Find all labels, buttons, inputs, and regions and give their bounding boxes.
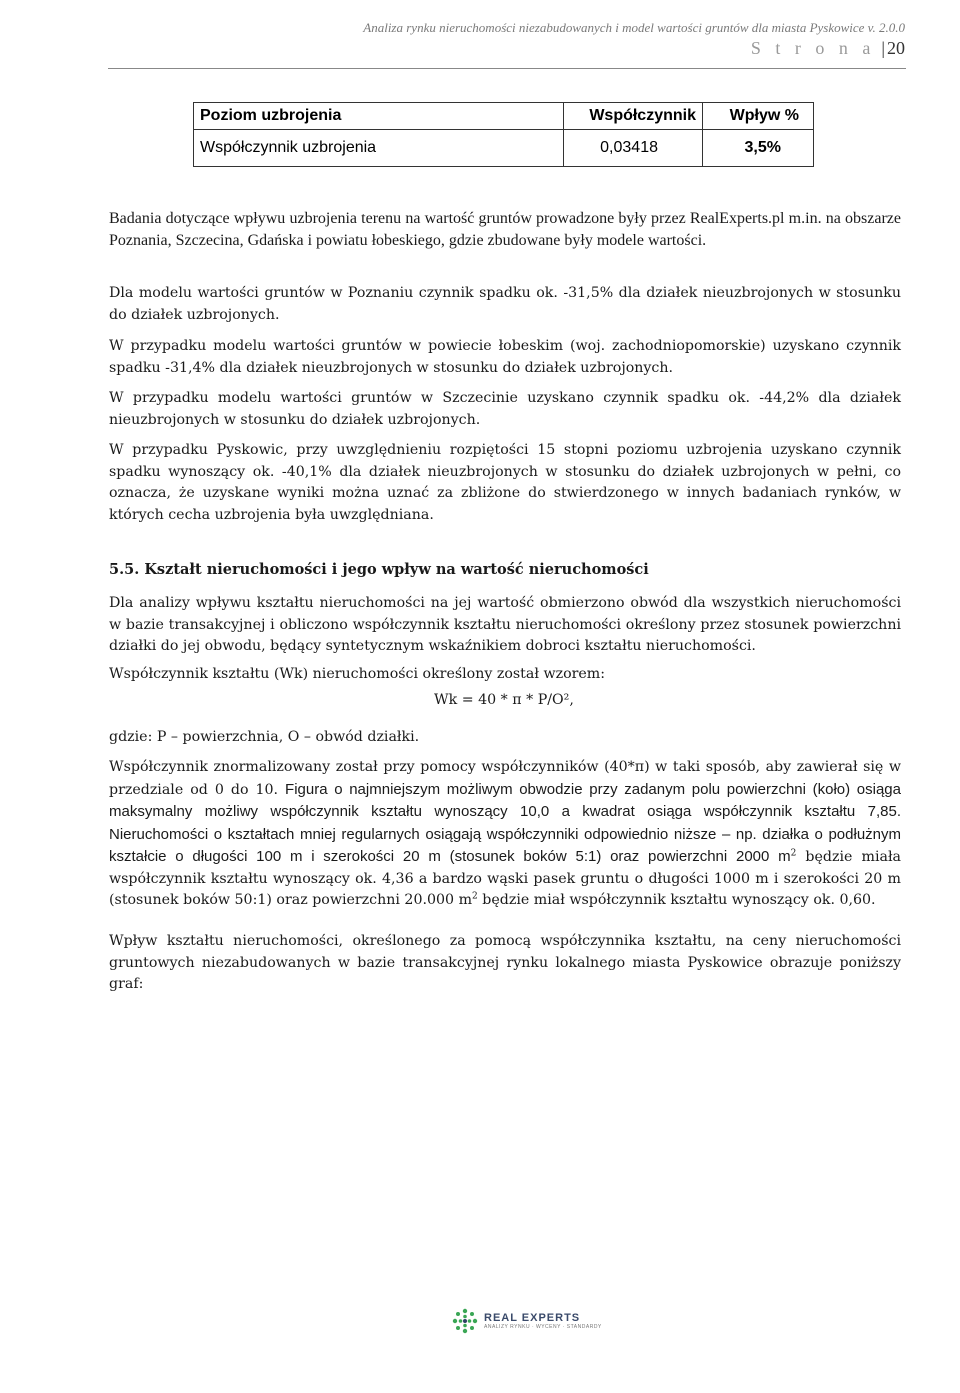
table-cell: 3,5%	[703, 130, 814, 167]
table-row	[194, 130, 814, 167]
brand-block	[484, 1312, 602, 1330]
superscript: 2	[472, 891, 478, 902]
table-header-cell: Wpływ %	[703, 103, 814, 130]
header-divider	[108, 68, 906, 69]
paragraph: Badania dotyczące wpływu uzbrojenia terenu na wartość gruntów prowadzone były przez RealExperts.pl m.in. na obszarze Poznania, Szczecina, Gdańska i powiatu łobeskiego, gdzie zbudowane były modele wartości.	[109, 210, 901, 249]
table-header-cell: Współczynnik	[564, 103, 703, 130]
brand-name: REAL EXPERTS	[484, 1312, 581, 1324]
coefficient-table	[193, 102, 814, 167]
paragraph: W przypadku Pyskowic, przy uwzględnieniu rozpiętości 15 stopni poziomu uzbrojenia uzyskano czynnik spadku wynoszący ok. -40,1% dla działek nieuzbrojonych w stosunku do działek uzbrojonych w pełni, co oznacza, że uzyskane wyniki można uznać za zbliżone do stwierdzonego w innych badaniach rynków, w których cecha uzbrojenia była uwzględniana.	[109, 442, 901, 523]
table-header-cell: Poziom uzbrojenia	[194, 103, 564, 130]
text-segment: Figura o najmniejszym możliwym obwodzie przy zadanym polu powierzchni (koło) osiąga maksymalny możliwy współczynnik kształtu wynoszący 10,0 a kwadrat osiąga współczynnik kształtu 7,85. Nieruchomości o kształtach mniej regularnych osiągają współczynniki odpowiednio niższe – np. działka o podłużnym kształcie o długości 100 m i szerokości 20 m (stosunek boków 5:1) oraz powierzchni 2000 m	[109, 780, 901, 865]
text-segment: Współczynnik znormalizowany został przy pomocy współczynników (40*π) w taki sposób, aby zawierał się w przedziale od 0 do 10.	[109, 759, 901, 798]
paragraph	[109, 757, 901, 912]
table-header-row	[194, 103, 814, 130]
paragraph: Wpływ kształtu nieruchomości, określonego za pomocą współczynnika kształtu, na ceny nieruchomości gruntowych niezabudowanych w bazie transakcyjnej rynku lokalnego miasta Pyskowice obrazuje poniższy graf:	[109, 933, 901, 992]
paragraph: W przypadku modelu wartości gruntów w Szczecinie uzyskano czynnik spadku ok. -44,2% dla działek nieuzbrojonych w stosunku do działek uzbrojonych.	[109, 390, 901, 428]
paragraph: Współczynnik kształtu (Wk) nieruchomości określony został wzorem:	[109, 666, 606, 682]
formula-legend: gdzie: P – powierzchnia, O – obwód działki.	[109, 729, 420, 745]
header-title: Analiza rynku nieruchomości niezabudowanych i model wartości gruntów dla miasta Pyskowice v. 2.0.0	[363, 20, 905, 35]
paragraph: Dla analizy wpływu kształtu nieruchomości na jej wartość obmierzono obwód dla wszystkich nieruchomości w bazie transakcyjnej i obliczono współczynnik kształtu nieruchomości określony przez stosunek powierzchni działki do jej obwodu, będący syntetycznym wskaźnikiem dobroci kształtu nieruchomości.	[109, 595, 901, 654]
page-separator: |	[881, 38, 885, 58]
real-experts-logo-icon	[452, 1308, 478, 1334]
page-number-block	[751, 38, 905, 59]
shape-formula: Wk = 40 * π * P/O²,	[434, 692, 574, 708]
table-cell: 0,03418	[564, 130, 703, 167]
text-segment: będzie miała współczynnik kształtu wynoszący ok. 4,36 a bardzo wąski pasek gruntu o długości 1000 m i szerokości 20 m (stosunek boków 50:1) oraz powierzchni 20.000 m	[109, 849, 901, 908]
paragraph: Dla modelu wartości gruntów w Poznaniu czynnik spadku ok. -31,5% dla działek nieuzbrojonych w stosunku do działek uzbrojonych.	[109, 285, 901, 323]
footer-logo	[452, 1308, 602, 1334]
section-title: 5.5. Kształt nieruchomości i jego wpływ na wartość nieruchomości	[109, 561, 649, 578]
page-number: 20	[887, 38, 905, 58]
paragraph: W przypadku modelu wartości gruntów w powiecie łobeskim (woj. zachodniopomorskie) uzyskano czynnik spadku -31,4% dla działek nieuzbrojonych w stosunku do działek uzbrojonych.	[109, 338, 901, 376]
superscript: 2	[790, 848, 797, 859]
brand-tagline: ANALIZY RYNKU · WYCENY · STANDARDY	[484, 1324, 602, 1330]
table-cell: Współczynnik uzbrojenia	[194, 130, 564, 167]
text-segment: będzie miał współczynnik kształtu wynoszący ok. 0,60.	[477, 892, 876, 908]
page-label: S t r o n a	[750, 38, 876, 58]
